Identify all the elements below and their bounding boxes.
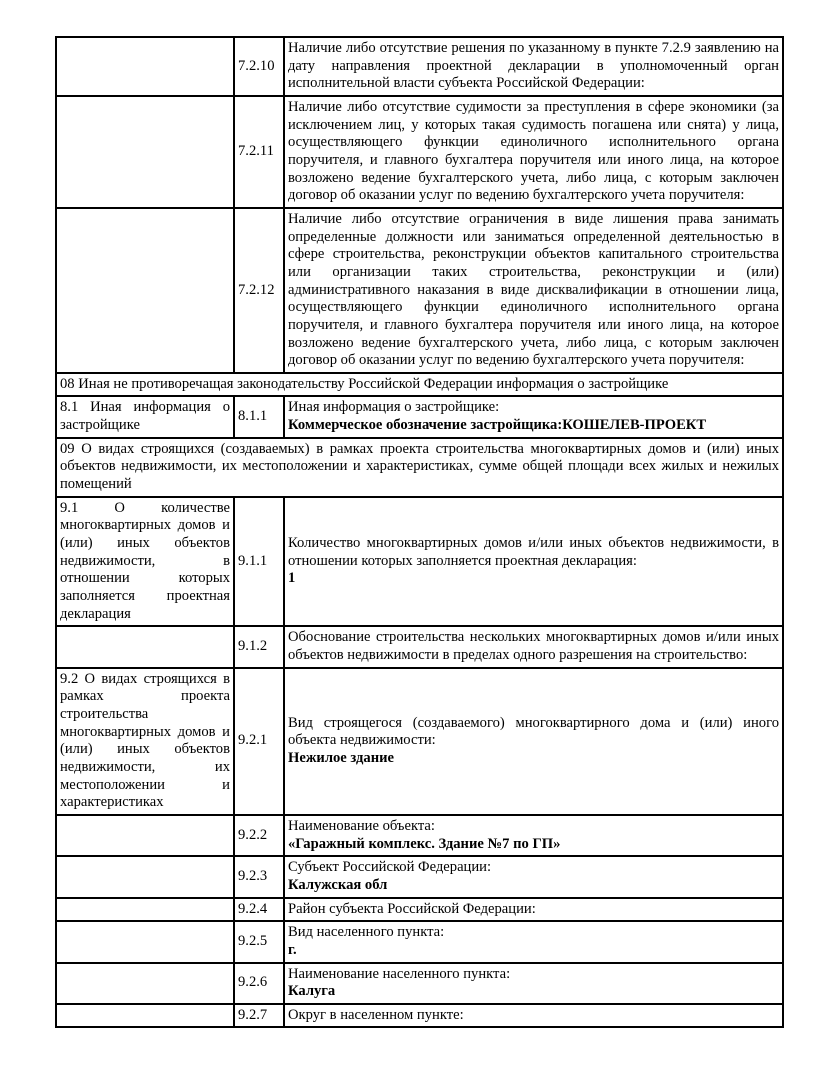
row-content-cell: [284, 208, 783, 373]
row-number-cell: 9.2.3: [234, 856, 284, 897]
content-value: «Гаражный комплекс. Здание №7 по ГП»: [288, 835, 561, 852]
row-content-cell: [284, 856, 783, 897]
row-label-cell: [56, 208, 234, 373]
content-value: 1: [288, 570, 296, 587]
row-content-cell: [284, 497, 783, 627]
row-label-cell: 9.1 О количестве многоквартирных домов и (или) иных объектов недвижимости, в отношении которых заполняется проектная декларация: [56, 497, 234, 627]
table-row: [56, 963, 783, 1004]
table-row: [56, 497, 783, 627]
section-header: 08 Иная не противоречащая законодательству Российской Федерации информация о застройщике: [56, 373, 783, 397]
content-label: Иная информация о застройщике:: [288, 399, 500, 416]
row-content-cell: [284, 626, 783, 667]
row-content-cell: [284, 96, 783, 208]
row-content-cell: [284, 921, 783, 962]
row-number-cell: 9.2.5: [234, 921, 284, 962]
row-content-cell: [284, 898, 783, 922]
table-row: [56, 626, 783, 667]
section-row: [56, 373, 783, 397]
table-row: [56, 208, 783, 373]
table-row: [56, 396, 783, 437]
content-label: Район субъекта Российской Федерации:: [288, 900, 536, 917]
content-value: Калуга: [288, 983, 336, 1000]
table-row: [56, 898, 783, 922]
content-label: Количество многоквартирных домов и/или иных объектов недвижимости, в отношении которых заполняется проектная декларация:: [288, 535, 779, 569]
row-number-cell: 9.2.6: [234, 963, 284, 1004]
table-row: [56, 96, 783, 208]
table-row: [56, 921, 783, 962]
content-label: Наличие либо отсутствие решения по указанному в пункте 7.2.9 заявлению на дату направления проектной декларации в уполномоченный орган исполнительной власти субъекта Российской Федерации:: [288, 40, 779, 92]
row-label-cell: [56, 921, 234, 962]
content-label: Наличие либо отсутствие ограничения в виде лишения права занимать определенные должности или заниматься определенной деятельностью в сфере строительства, реконструкции объектов капитального строительства или организации таких строительства, реконструкции и (или) административного наказания в виде дисквалификации в отношении лица, осуществляющего функции единоличного исполнительного органа поручителя, и главного бухгалтера поручителя или иного лица, на которое возложено ведение бухгалтерского учета, либо лица, с которым заключен договор об оказании услуг по ведению бухгалтерского учета поручителя:: [288, 210, 779, 369]
row-label-cell: [56, 963, 234, 1004]
row-label-cell: [56, 898, 234, 922]
content-label: Наличие либо отсутствие судимости за преступления в сфере экономики (за исключением лиц, у которых такая судимость погашена или снята) у лица, осуществляющего функции единоличного исполнительного органа поручителя, и главного бухгалтера поручителя или иного лица, на которое возложено ведение бухгалтерского учета, либо лица, с которым заключен договор об оказании услуг по ведению бухгалтерского учета поручителя:: [288, 98, 779, 204]
row-label-cell: [56, 856, 234, 897]
declaration-table: [55, 36, 784, 1028]
section-row: [56, 438, 783, 497]
row-label-cell: [56, 626, 234, 667]
content-value: г.: [288, 941, 297, 958]
section-header: 09 О видах строящихся (создаваемых) в рамках проекта строительства многоквартирных домов и (или) иных объектов недвижимости, их местоположении и характеристиках, сумме общей площади всех жилых и нежилых помещений: [56, 438, 783, 497]
row-label-cell: [56, 96, 234, 208]
row-label-cell: [56, 37, 234, 96]
row-number-cell: 9.1.1: [234, 497, 284, 627]
content-label: Наименование населенного пункта:: [288, 965, 511, 982]
table-row: [56, 668, 783, 815]
row-label-cell: 9.2 О видах строящихся в рамках проекта строительства многоквартирных домов и (или) иных объектов недвижимости, их местоположении и характеристиках: [56, 668, 234, 815]
row-label-cell: [56, 1004, 234, 1028]
row-number-cell: 9.2.7: [234, 1004, 284, 1028]
row-number-cell: 7.2.10: [234, 37, 284, 96]
content-label: Субъект Российской Федерации:: [288, 859, 492, 876]
content-label: Обоснование строительства нескольких многоквартирных домов и/или иных объектов недвижимости в пределах одного разрешения на строительство:: [288, 629, 779, 663]
row-label-cell: [56, 815, 234, 856]
table-row: [56, 815, 783, 856]
content-label: Вид населенного пункта:: [288, 924, 445, 941]
row-content-cell: [284, 1004, 783, 1028]
row-number-cell: 9.2.4: [234, 898, 284, 922]
row-content-cell: [284, 815, 783, 856]
declaration-table-body: [56, 37, 783, 1027]
row-label-cell: 8.1 Иная информация о застройщике: [56, 396, 234, 437]
table-row: [56, 856, 783, 897]
row-content-cell: [284, 37, 783, 96]
row-number-cell: 9.2.2: [234, 815, 284, 856]
content-label: Наименование объекта:: [288, 817, 435, 834]
row-content-cell: [284, 668, 783, 815]
row-number-cell: 8.1.1: [234, 396, 284, 437]
content-label: Вид строящегося (создаваемого) многоквартирного дома и (или) иного объекта недвижимости:: [288, 714, 779, 749]
content-value: Нежилое здание: [288, 750, 395, 767]
row-number-cell: 7.2.12: [234, 208, 284, 373]
row-number-cell: 7.2.11: [234, 96, 284, 208]
content-label: Округ в населенном пункте:: [288, 1006, 464, 1023]
row-number-cell: 9.2.1: [234, 668, 284, 815]
table-row: [56, 37, 783, 96]
row-number-cell: 9.1.2: [234, 626, 284, 667]
content-value: Коммерческое обозначение застройщика:КОШЕЛЕВ-ПРОЕКТ: [288, 417, 707, 434]
row-content-cell: [284, 963, 783, 1004]
row-content-cell: [284, 396, 783, 437]
table-row: [56, 1004, 783, 1028]
content-value: Калужская обл: [288, 876, 388, 893]
